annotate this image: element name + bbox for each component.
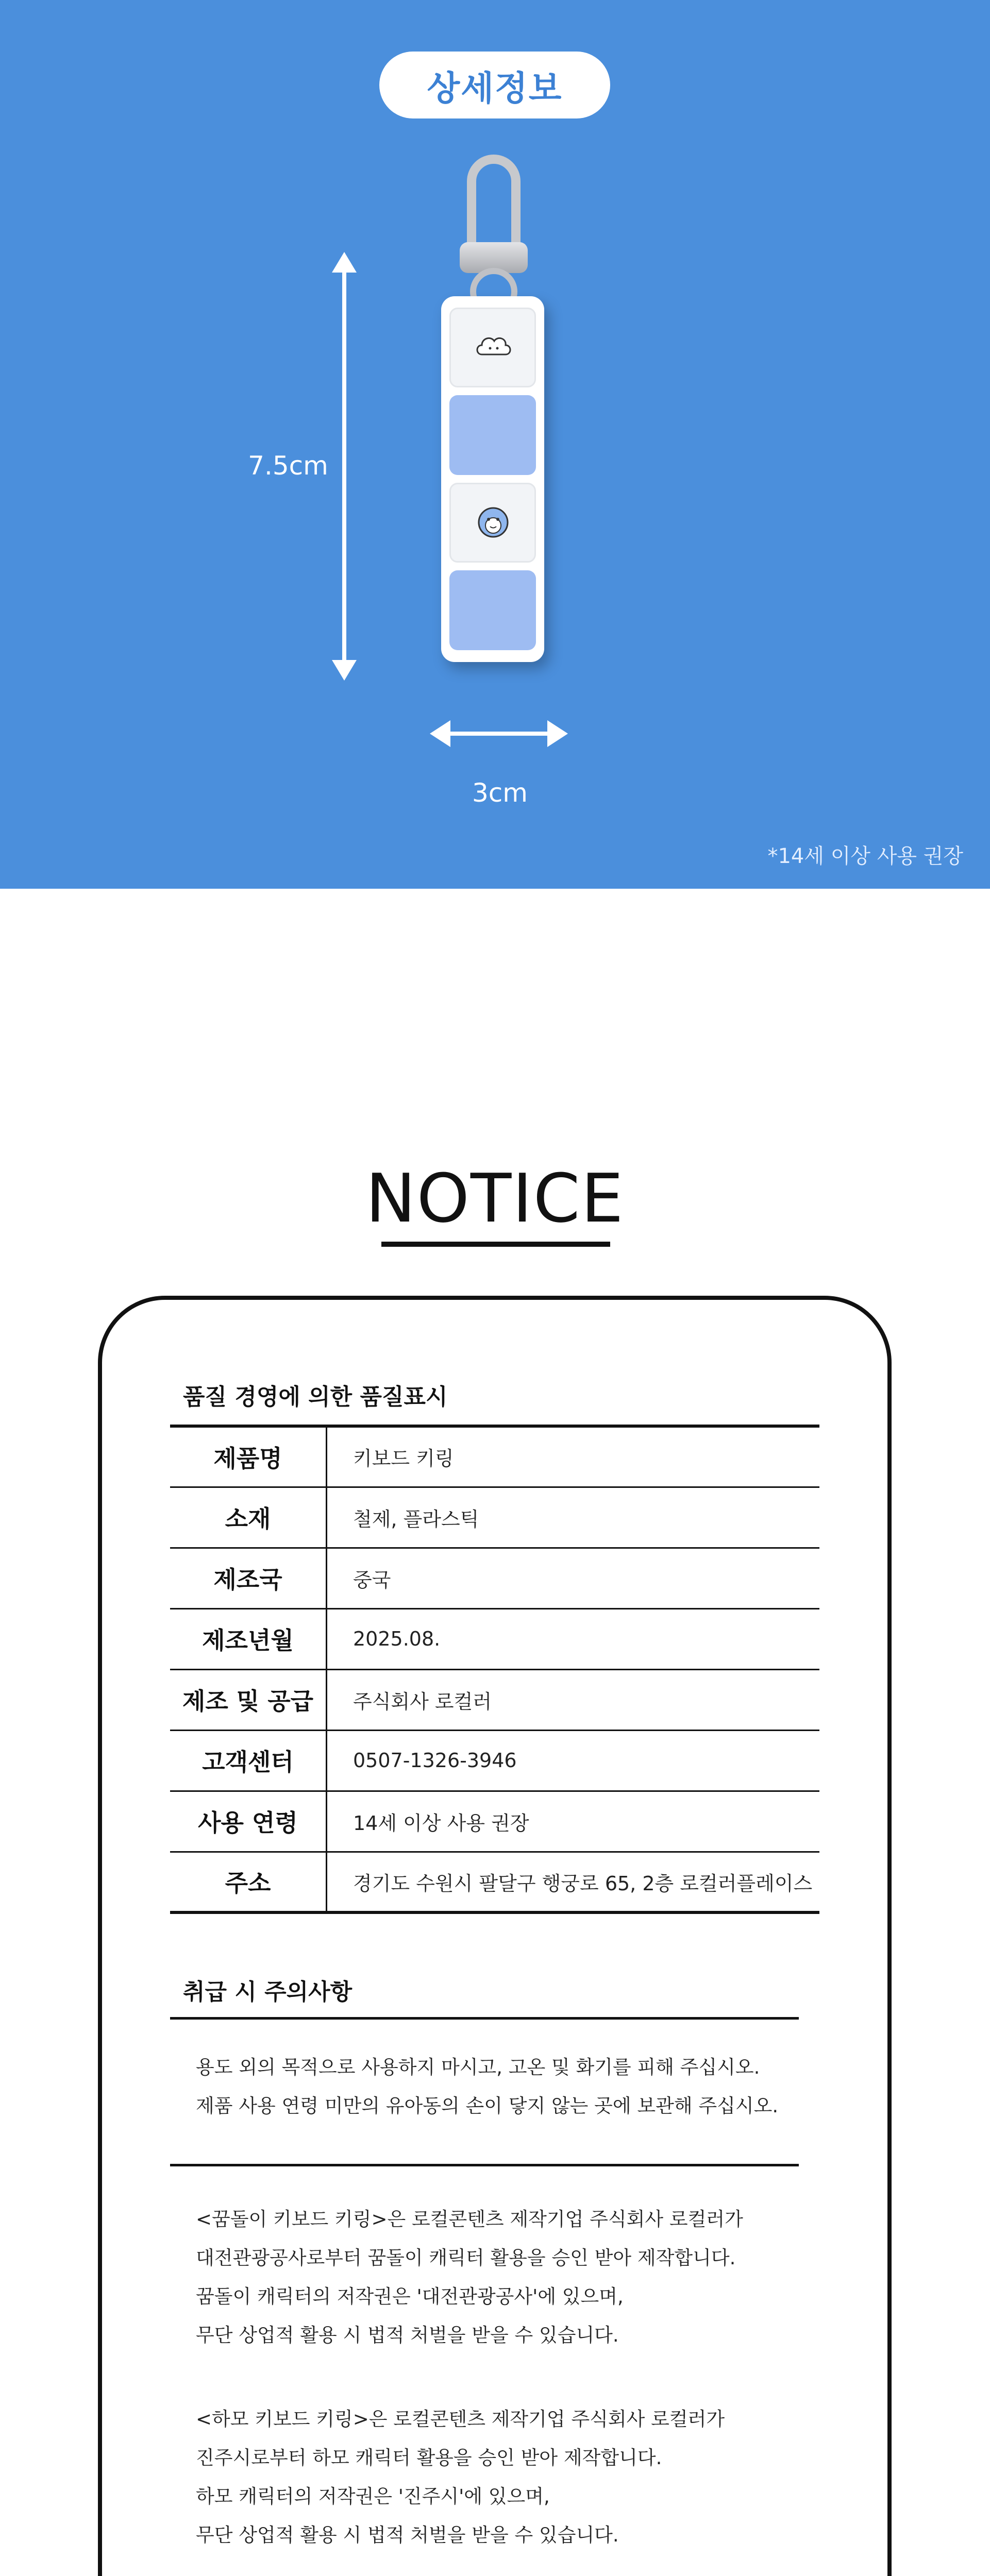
license-line: 하모 캐릭터의 저작권은 '진주시'에 있으며,: [196, 2485, 550, 2507]
license-paragraph-hamo: [196, 2400, 840, 2554]
spec-label: 제품명: [170, 1426, 327, 1487]
spec-label: 제조 및 공급: [170, 1669, 327, 1730]
notice-underline: [381, 1242, 610, 1247]
caution-line: 제품 사용 연령 미만의 유아동의 손이 닿지 않는 곳에 보관해 주십시오.: [196, 2095, 779, 2117]
width-arrow: [447, 732, 550, 736]
cloud-icon: [472, 325, 515, 368]
caution-line: 용도 외의 목적으로 사용하지 마시고, 고온 및 화기를 피해 주십시오.: [196, 2056, 760, 2078]
keycap-blue-1: [449, 395, 536, 475]
spec-value: 2025.08.: [353, 1628, 441, 1650]
table-row: [170, 1669, 819, 1730]
height-arrow: [342, 270, 346, 662]
caution-text: [196, 2048, 840, 2125]
caution-divider-bottom: [170, 2164, 799, 2166]
quality-label-title: 품질 경영에 의한 품질표시: [183, 1384, 448, 1410]
notice-title: NOTICE: [365, 1159, 625, 1238]
spec-value: 중국: [353, 1568, 391, 1591]
spec-value: 경기도 수원시 팔달구 행궁로 65, 2층 로컬러플레이스: [353, 1872, 813, 1895]
spec-label: 고객센터: [170, 1730, 327, 1791]
caution-divider-top: [170, 2017, 799, 2020]
spec-label: 사용 연령: [170, 1791, 327, 1852]
license-line: 진주시로부터 하모 캐릭터 활용을 승인 받아 제작합니다.: [196, 2447, 662, 2469]
table-row: [170, 1487, 819, 1548]
spec-label: 제조년월: [170, 1608, 327, 1669]
license-line: <하모 키보드 키링>은 로컬콘텐츠 제작기업 주식회사 로컬러가: [196, 2408, 725, 2430]
table-row: [170, 1548, 819, 1608]
spec-value: 주식회사 로컬러: [353, 1690, 492, 1713]
width-dimension: 3cm: [472, 778, 528, 808]
keycap-cloud: [449, 308, 536, 387]
license-line: 대전관광공사로부터 꿈돌이 캐릭터 활용을 승인 받아 제작합니다.: [196, 2247, 736, 2269]
height-dimension: 7.5cm: [248, 451, 328, 481]
spec-label: 주소: [170, 1852, 327, 1912]
table-row: [170, 1608, 819, 1669]
table-row: [170, 1852, 819, 1912]
keycap-character: [449, 483, 536, 563]
spec-table: [170, 1425, 819, 1914]
keyboard-keycap-strip: [441, 296, 544, 662]
table-row: [170, 1426, 819, 1487]
license-line: 무단 상업적 활용 시 법적 처벌을 받을 수 있습니다.: [196, 2524, 619, 2546]
spec-value: 철제, 플라스틱: [353, 1507, 479, 1531]
keycap-blue-2: [449, 570, 536, 650]
spec-value: 14세 이상 사용 권장: [353, 1811, 529, 1835]
caution-title: 취급 시 주의사항: [183, 1979, 353, 2005]
spec-label: 소재: [170, 1487, 327, 1548]
age-recommendation-note: *14세 이상 사용 권장: [767, 844, 963, 868]
license-line: <꿈돌이 키보드 키링>은 로컬콘텐츠 제작기업 주식회사 로컬러가: [196, 2208, 743, 2230]
license-line: 무단 상업적 활용 시 법적 처벌을 받을 수 있습니다.: [196, 2324, 619, 2346]
table-row: [170, 1730, 819, 1791]
license-line: 꿈돌이 캐릭터의 저작권은 '대전관광공사'에 있으며,: [196, 2285, 624, 2308]
detail-info-badge: 상세정보: [379, 52, 610, 118]
spec-value: 키보드 키링: [353, 1447, 454, 1470]
spec-value: 0507-1326-3946: [353, 1749, 517, 1772]
product-detail-section: [0, 0, 990, 889]
spec-label: 제조국: [170, 1548, 327, 1608]
license-paragraph-kkumdori: [196, 2200, 840, 2354]
table-row: [170, 1791, 819, 1852]
character-icon: [472, 500, 515, 544]
